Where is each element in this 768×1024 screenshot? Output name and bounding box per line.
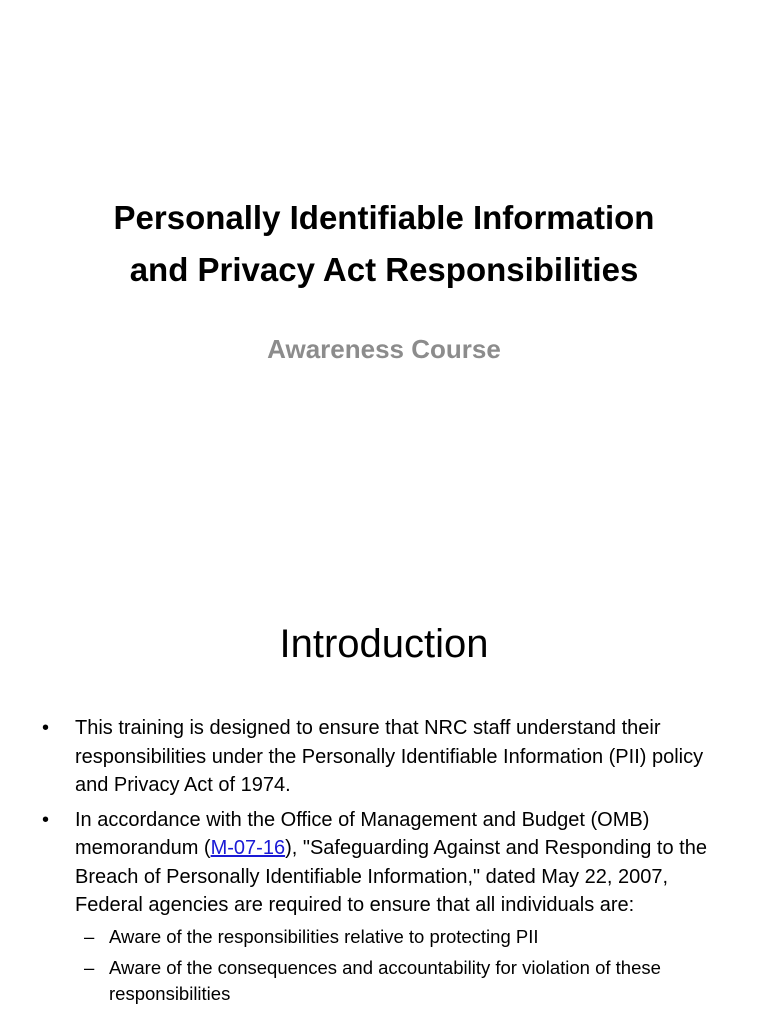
dash-icon: – — [84, 925, 95, 947]
bullet-text-before-link: In accordance with the Office of Management and Budget (OMB) memorandum ( — [75, 808, 650, 859]
bullet-item-training — [42, 714, 732, 800]
dash-icon: – — [84, 956, 95, 978]
sub-bullet-text: Aware of the responsibilities relative to protecting PII — [109, 925, 539, 947]
memo-m-07-16-link[interactable]: M-07-16 — [210, 837, 286, 859]
slide-title-line2: and Privacy Act Responsibilities — [129, 251, 639, 288]
bullet-icon: • — [42, 808, 50, 831]
sub-bullet-item — [75, 955, 732, 1007]
slide-subtitle: Awareness Course — [267, 334, 501, 364]
sub-bullet-list — [75, 924, 732, 1007]
slide-title — [40, 192, 728, 296]
bullet-icon: • — [42, 717, 50, 739]
bullet-text: This training is designed to ensure that NRC staff understand their responsibilities under the Personally Identifiable Information (PII) policy and Privacy Act of 1974. — [75, 717, 704, 796]
bullet-item-omb — [42, 806, 732, 1007]
slide-title-line1: Personally Identifiable Information — [113, 199, 655, 236]
bullet-text-after-link: ), "Safeguarding Against and Responding to the Breach of Personally Identifiable Information," dated May 22, 2007, Federal agencies are required to ensure that all individuals are: — [75, 837, 707, 916]
introduction-heading: Introduction — [279, 622, 489, 666]
sub-bullet-text: Aware of the consequences and accountability for violation of these responsibilities — [109, 956, 661, 1004]
sub-bullet-item — [75, 924, 732, 950]
bullet-list — [42, 714, 732, 1013]
